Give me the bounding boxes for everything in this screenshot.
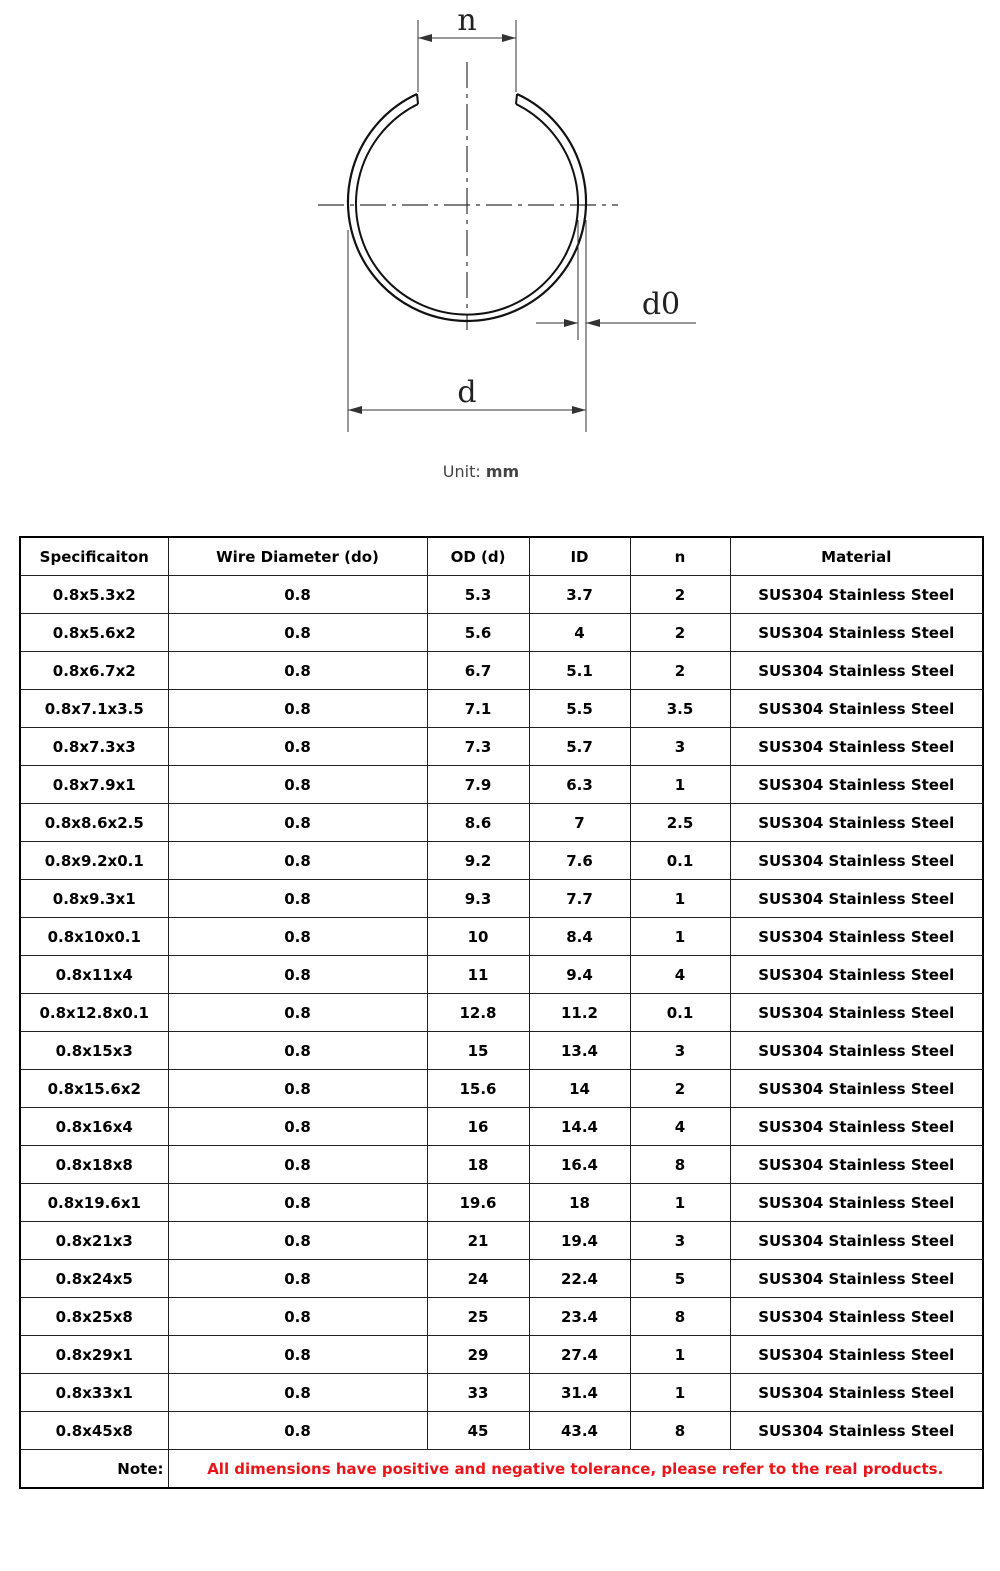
- cell-wire-diameter: 0.8: [168, 766, 427, 804]
- table-row: [20, 766, 983, 804]
- cell-n: 2: [630, 1070, 730, 1108]
- cell-specification: 0.8x33x1: [20, 1374, 168, 1412]
- cell-material: SUS304 Stainless Steel: [730, 1184, 983, 1222]
- cell-specification: 0.8x9.2x0.1: [20, 842, 168, 880]
- cell-od: 21: [427, 1222, 529, 1260]
- cell-material: SUS304 Stainless Steel: [730, 1298, 983, 1336]
- cell-specification: 0.8x11x4: [20, 956, 168, 994]
- unit-prefix: Unit:: [442, 462, 486, 481]
- cell-material: SUS304 Stainless Steel: [730, 842, 983, 880]
- table-row: [20, 1032, 983, 1070]
- table-row: [20, 1108, 983, 1146]
- cell-od: 5.3: [427, 576, 529, 614]
- cell-material: SUS304 Stainless Steel: [730, 1146, 983, 1184]
- cell-od: 19.6: [427, 1184, 529, 1222]
- cell-n: 2: [630, 576, 730, 614]
- cell-od: 15.6: [427, 1070, 529, 1108]
- cell-id: 5.1: [529, 652, 630, 690]
- cell-od: 7.1: [427, 690, 529, 728]
- table-row: [20, 956, 983, 994]
- cell-id: 13.4: [529, 1032, 630, 1070]
- cell-id: 18: [529, 1184, 630, 1222]
- cell-wire-diameter: 0.8: [168, 1070, 427, 1108]
- cell-specification: 0.8x8.6x2.5: [20, 804, 168, 842]
- cell-specification: 0.8x18x8: [20, 1146, 168, 1184]
- table-row: [20, 1184, 983, 1222]
- cell-id: 9.4: [529, 956, 630, 994]
- cell-material: SUS304 Stainless Steel: [730, 918, 983, 956]
- table-row: [20, 614, 983, 652]
- cell-wire-diameter: 0.8: [168, 1412, 427, 1450]
- cell-specification: 0.8x15.6x2: [20, 1070, 168, 1108]
- cell-id: 7: [529, 804, 630, 842]
- cell-wire-diameter: 0.8: [168, 1260, 427, 1298]
- cell-specification: 0.8x19.6x1: [20, 1184, 168, 1222]
- cell-material: SUS304 Stainless Steel: [730, 994, 983, 1032]
- table-row: [20, 1146, 983, 1184]
- cell-specification: 0.8x12.8x0.1: [20, 994, 168, 1032]
- cell-wire-diameter: 0.8: [168, 1032, 427, 1070]
- cell-n: 1: [630, 880, 730, 918]
- cell-material: SUS304 Stainless Steel: [730, 880, 983, 918]
- cell-n: 8: [630, 1298, 730, 1336]
- d0-label: d0: [641, 287, 681, 322]
- cell-n: 3: [630, 1222, 730, 1260]
- cell-wire-diameter: 0.8: [168, 956, 427, 994]
- cell-n: 3: [630, 728, 730, 766]
- table-row: [20, 1298, 983, 1336]
- cell-n: 1: [630, 1184, 730, 1222]
- ring-gap-end-right: [516, 94, 517, 104]
- cell-od: 10: [427, 918, 529, 956]
- cell-n: 5: [630, 1260, 730, 1298]
- cell-n: 4: [630, 956, 730, 994]
- cell-specification: 0.8x24x5: [20, 1260, 168, 1298]
- cell-od: 24: [427, 1260, 529, 1298]
- cell-material: SUS304 Stainless Steel: [730, 1374, 983, 1412]
- cell-material: SUS304 Stainless Steel: [730, 728, 983, 766]
- cell-id: 4: [529, 614, 630, 652]
- cell-n: 2.5: [630, 804, 730, 842]
- cell-od: 8.6: [427, 804, 529, 842]
- cell-specification: 0.8x6.7x2: [20, 652, 168, 690]
- n-label: n: [457, 3, 477, 38]
- cell-wire-diameter: 0.8: [168, 728, 427, 766]
- table-row: [20, 880, 983, 918]
- cell-id: 23.4: [529, 1298, 630, 1336]
- cell-material: SUS304 Stainless Steel: [730, 956, 983, 994]
- cell-material: SUS304 Stainless Steel: [730, 1222, 983, 1260]
- d-label: d: [457, 375, 477, 410]
- table-row: [20, 728, 983, 766]
- note-label: Note:: [20, 1450, 168, 1489]
- unit-value: mm: [485, 462, 520, 481]
- cell-id: 7.7: [529, 880, 630, 918]
- cell-wire-diameter: 0.8: [168, 1374, 427, 1412]
- cell-specification: 0.8x16x4: [20, 1108, 168, 1146]
- table-row: [20, 576, 983, 614]
- n-arrow-right: [502, 34, 516, 42]
- cell-wire-diameter: 0.8: [168, 690, 427, 728]
- table-body: [20, 576, 983, 1489]
- table-row: [20, 804, 983, 842]
- cell-od: 25: [427, 1298, 529, 1336]
- cell-wire-diameter: 0.8: [168, 804, 427, 842]
- cell-n: 0.1: [630, 994, 730, 1032]
- table-row: [20, 652, 983, 690]
- header-specification: Specificaiton: [20, 537, 168, 576]
- cell-n: 4: [630, 1108, 730, 1146]
- note-row: [20, 1450, 983, 1489]
- cell-wire-diameter: 0.8: [168, 994, 427, 1032]
- cell-material: SUS304 Stainless Steel: [730, 1070, 983, 1108]
- cell-specification: 0.8x5.3x2: [20, 576, 168, 614]
- cell-n: 0.1: [630, 842, 730, 880]
- cell-n: 8: [630, 1412, 730, 1450]
- cell-specification: 0.8x21x3: [20, 1222, 168, 1260]
- unit-label: [443, 462, 519, 481]
- cell-wire-diameter: 0.8: [168, 918, 427, 956]
- cell-od: 45: [427, 1412, 529, 1450]
- table-row: [20, 842, 983, 880]
- header-id: ID: [529, 537, 630, 576]
- table-row: [20, 690, 983, 728]
- cell-od: 18: [427, 1146, 529, 1184]
- cell-n: 2: [630, 652, 730, 690]
- table-header-row: [20, 537, 983, 576]
- cell-wire-diameter: 0.8: [168, 1108, 427, 1146]
- cell-n: 1: [630, 1336, 730, 1374]
- table-row: [20, 918, 983, 956]
- cell-n: 3: [630, 1032, 730, 1070]
- cell-id: 8.4: [529, 918, 630, 956]
- n-arrow-left: [418, 34, 432, 42]
- cell-od: 9.2: [427, 842, 529, 880]
- cell-specification: 0.8x7.1x3.5: [20, 690, 168, 728]
- cell-od: 15: [427, 1032, 529, 1070]
- header-n: n: [630, 537, 730, 576]
- cell-n: 1: [630, 766, 730, 804]
- cell-n: 8: [630, 1146, 730, 1184]
- cell-id: 3.7: [529, 576, 630, 614]
- note-text: All dimensions have positive and negative tolerance, please refer to the real products.: [168, 1450, 983, 1489]
- d-arrow-right: [572, 406, 586, 414]
- cell-id: 16.4: [529, 1146, 630, 1184]
- cell-material: SUS304 Stainless Steel: [730, 1108, 983, 1146]
- d0-arrow-left: [564, 319, 578, 327]
- cell-id: 5.7: [529, 728, 630, 766]
- cell-od: 12.8: [427, 994, 529, 1032]
- cell-id: 19.4: [529, 1222, 630, 1260]
- cell-material: SUS304 Stainless Steel: [730, 690, 983, 728]
- cell-id: 6.3: [529, 766, 630, 804]
- table-row: [20, 994, 983, 1032]
- table-row: [20, 1070, 983, 1108]
- cell-specification: 0.8x25x8: [20, 1298, 168, 1336]
- cell-wire-diameter: 0.8: [168, 1146, 427, 1184]
- table-row: [20, 1222, 983, 1260]
- cell-id: 22.4: [529, 1260, 630, 1298]
- cell-od: 6.7: [427, 652, 529, 690]
- cell-material: SUS304 Stainless Steel: [730, 1412, 983, 1450]
- cell-od: 9.3: [427, 880, 529, 918]
- cell-n: 1: [630, 1374, 730, 1412]
- header-wire-diameter: Wire Diameter (do): [168, 537, 427, 576]
- table-row: [20, 1374, 983, 1412]
- d0-arrow-right: [586, 319, 600, 327]
- cell-specification: 0.8x45x8: [20, 1412, 168, 1450]
- cell-od: 29: [427, 1336, 529, 1374]
- cell-od: 16: [427, 1108, 529, 1146]
- cell-id: 14.4: [529, 1108, 630, 1146]
- ring-dimension-diagram: [0, 0, 1000, 500]
- cell-specification: 0.8x7.3x3: [20, 728, 168, 766]
- header-od: OD (d): [427, 537, 529, 576]
- table-row: [20, 1336, 983, 1374]
- cell-specification: 0.8x9.3x1: [20, 880, 168, 918]
- d-arrow-left: [348, 406, 362, 414]
- cell-specification: 0.8x5.6x2: [20, 614, 168, 652]
- cell-wire-diameter: 0.8: [168, 1222, 427, 1260]
- cell-wire-diameter: 0.8: [168, 1336, 427, 1374]
- cell-material: SUS304 Stainless Steel: [730, 652, 983, 690]
- cell-id: 27.4: [529, 1336, 630, 1374]
- cell-n: 2: [630, 614, 730, 652]
- cell-wire-diameter: 0.8: [168, 614, 427, 652]
- cell-wire-diameter: 0.8: [168, 842, 427, 880]
- cell-wire-diameter: 0.8: [168, 880, 427, 918]
- cell-id: 31.4: [529, 1374, 630, 1412]
- cell-id: 14: [529, 1070, 630, 1108]
- cell-od: 11: [427, 956, 529, 994]
- cell-od: 7.9: [427, 766, 529, 804]
- cell-material: SUS304 Stainless Steel: [730, 1336, 983, 1374]
- cell-specification: 0.8x10x0.1: [20, 918, 168, 956]
- cell-id: 43.4: [529, 1412, 630, 1450]
- table-row: [20, 1260, 983, 1298]
- cell-od: 33: [427, 1374, 529, 1412]
- cell-specification: 0.8x7.9x1: [20, 766, 168, 804]
- ring-gap-end-left: [417, 94, 418, 104]
- cell-material: SUS304 Stainless Steel: [730, 576, 983, 614]
- cell-wire-diameter: 0.8: [168, 1184, 427, 1222]
- cell-material: SUS304 Stainless Steel: [730, 614, 983, 652]
- cell-wire-diameter: 0.8: [168, 1298, 427, 1336]
- specification-table: [19, 536, 984, 1489]
- cell-od: 5.6: [427, 614, 529, 652]
- header-material: Material: [730, 537, 983, 576]
- cell-od: 7.3: [427, 728, 529, 766]
- cell-material: SUS304 Stainless Steel: [730, 766, 983, 804]
- cell-id: 7.6: [529, 842, 630, 880]
- cell-wire-diameter: 0.8: [168, 652, 427, 690]
- cell-id: 11.2: [529, 994, 630, 1032]
- cell-material: SUS304 Stainless Steel: [730, 1032, 983, 1070]
- table-row: [20, 1412, 983, 1450]
- cell-n: 1: [630, 918, 730, 956]
- cell-material: SUS304 Stainless Steel: [730, 1260, 983, 1298]
- cell-id: 5.5: [529, 690, 630, 728]
- cell-specification: 0.8x15x3: [20, 1032, 168, 1070]
- cell-wire-diameter: 0.8: [168, 576, 427, 614]
- cell-material: SUS304 Stainless Steel: [730, 804, 983, 842]
- cell-specification: 0.8x29x1: [20, 1336, 168, 1374]
- cell-n: 3.5: [630, 690, 730, 728]
